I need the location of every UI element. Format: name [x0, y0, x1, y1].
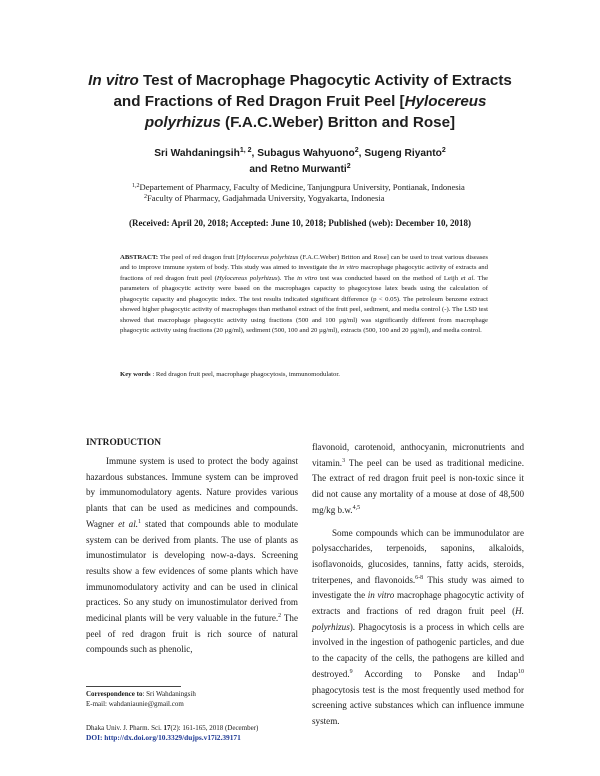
correspondence-label: Correspondence to	[86, 690, 143, 698]
author-name: Sri Wahdaningsih	[154, 148, 240, 159]
paragraph: Some compounds which can be immunodulator are polysaccharides, terpenoids, saponins, alkaloids, isoflavonoids, glucosides, tannins, fatty acids, steroids, triterpenes, and flavonoids.$^{6-8}$ This study was aimed to investigate the in vitro macrophage phagocytic activity of extracts and fractions of red dragon fruit peel (H. polyrhizus). Phagocytosis is a process in which cells are involved in the ingestion of pathogenic particles, and due to the capacity of the cells, the pathogens are killed and destroyed.$^9$ According to Ponske and Indap$^{10}$ phagocytosis test is the most frequently used method for screening active substances which can influence immune system.	[312, 527, 524, 726]
body-column-right	[312, 440, 524, 737]
journal-citation: Dhaka Univ. J. Pharm. Sci. 17(2): 161-165, 2018 (December)	[86, 724, 259, 732]
citation: 6-8	[415, 574, 424, 581]
received-dates: (Received: April 20, 2018; Accepted: June 10, 2018; Published (web): December 10, 2018)	[128, 218, 472, 228]
citation: 3	[342, 457, 346, 464]
paragraph: Immune system is used to protect the body against hazardous substances. Immune system can be improved by immunomodulatory agents. Nature provides various plants that can be used as medicines and compounds. Wagner et al.$^1$ stated that compounds able to modulate system can be derived from plants. The use of plants as imunostimulator is developing now-a-days. Screening results show a few evidences of some plants which have immunomodulatory activity and can be used in clinical practices. So any study on imunostimulator derived from medicinal plants will be very valuable in the future.$^2$ The peel of red dragon fruit is rich source of natural compounds such as phenolic,	[86, 456, 298, 655]
affiliations	[120, 182, 520, 204]
citation: 1	[138, 518, 142, 525]
title-line-2: and Fractions of Red Dragon Fruit Peel [Hylocereus	[113, 93, 487, 110]
footnote-divider	[86, 686, 181, 687]
author-affil-mark: 2	[441, 147, 446, 154]
keywords: Key words : Red dragon fruit peel, macrophage phagocytosis, immunomodulator.	[120, 371, 340, 378]
doi-link[interactable]: DOI: http://dx.doi.org/10.3329/dujps.v17i2.39171	[86, 733, 241, 742]
keywords-label: Key words	[120, 371, 151, 378]
abstract-label: ABSTRACT:	[120, 254, 159, 261]
correspondence-name: : Sri Wahdaningsih	[142, 690, 196, 698]
body-column-left	[86, 454, 298, 665]
title-line-1: In vitro Test of Macrophage Phagocytic Activity of Extracts	[88, 72, 512, 89]
affiliation-2: $^2$Faculty of Pharmacy, Gadjahmada University, Yogyakarta, Indonesia	[144, 193, 385, 203]
author-name: and Retno Murwanti	[249, 164, 347, 175]
author-affil-mark: 2	[346, 163, 351, 170]
citation: 2	[278, 613, 282, 620]
title-line-3: polyrhizus (F.A.C.Weber) Britton and Rose]	[144, 114, 456, 131]
correspondence-email[interactable]: E-mail: wahdaniaunie@gmail.com	[86, 700, 184, 708]
citation: 9	[349, 668, 353, 675]
correspondence	[86, 689, 298, 709]
author-affil-mark: 2	[354, 147, 359, 154]
author-name: Sugeng Riyanto	[364, 148, 442, 159]
section-heading-introduction: INTRODUCTION	[86, 438, 162, 448]
paper-title	[60, 70, 540, 133]
abstract: ABSTRACT: The peel of red dragon fruit [Hylocereus polyrhizus (F.A.C.Weber) Britton and Rose] can be used to treat various diseases and to improve immune system of body. This study was aimed to investigate the in vitro macrophage phagocytic activity of extracts and fractions of red dragon fruit peel (Hylocereus polyrhizus). The in vitro test was conducted based on the method of Leijh et al. The parameters of phagocytic activity were based on the macrophages capacity to phagocytose latex beads using the calculation of phagocytic capacity and phagocytic index. The test results indicated significant difference (p < 0.05). The petroleum benzene extract showed higher phagocytic activity of macrophages than methanol extract of the fruit peel, sediment, and media control (-). The LSD test showed that macrophage phagocytic activity using fractions (500 and 100 µg/ml) was significantly different from macrophage phagocytic activity using fractions (20 µg/ml), sediment (500, 100 and 20 µg/ml), extracts (500, 100 and 20 µg/ml), and media control.	[120, 254, 488, 335]
citation: 4,5	[352, 504, 361, 511]
author-affil-mark: 1, 2	[239, 147, 252, 154]
author-list: Sri Wahdaningsih$^{1, 2}$, Subagus Wahyuono$^2$, Sugeng Riyanto$^2$ and Retno Murwanti$^2$	[154, 147, 446, 175]
affiliation-1: $^{1,2}$Departement of Pharmacy, Faculty of Medicine, Tanjungpura University, Pontianak, Indonesia	[132, 182, 465, 192]
author-name: Subagus Wahyuono	[257, 148, 355, 159]
citation: 10	[518, 668, 524, 675]
paragraph: flavonoid, carotenoid, anthocyanin, micronutrients and vitamin.$^3$ The peel can be used as traditional medicine. The extract of red dragon fruit peel is non-toxic since it did not cause any mortality of a mouse at dose of 48,500 mg/kg b.w.$^{4,5}$	[312, 442, 524, 515]
